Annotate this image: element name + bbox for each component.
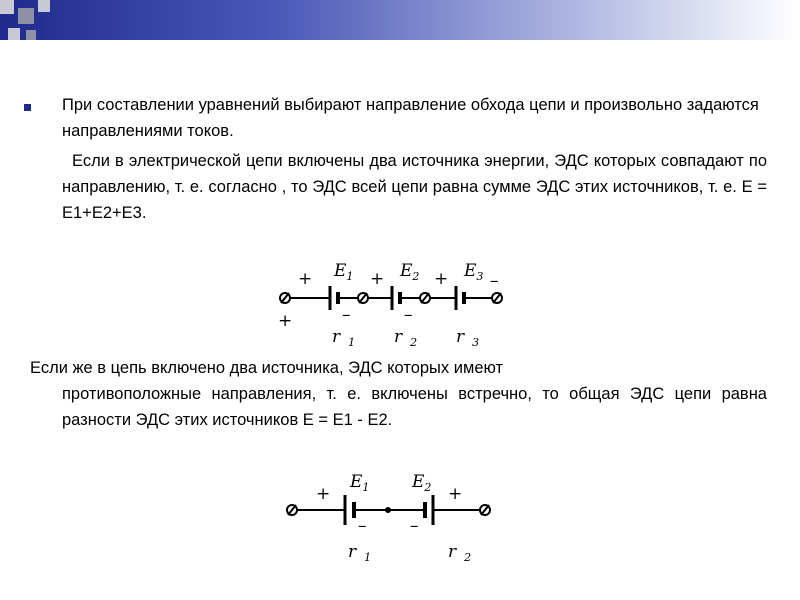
- paragraph-3-rest: противоположные направления, т. е. включены встречно, то общая ЭДС цепи равна разности ЭДС этих источников E = E1 - E2.: [62, 385, 767, 429]
- emf-label-1: $E_1$: [350, 472, 370, 494]
- paragraph-3: [30, 355, 767, 433]
- plus-sign: +: [434, 269, 449, 289]
- resistance-label-1: r $_1$: [348, 542, 372, 564]
- circuit-diagram-series-aiding: [270, 250, 520, 360]
- plus-sign: +: [298, 269, 313, 289]
- minus-sign: –: [410, 516, 419, 536]
- title-bar-gradient: [0, 0, 800, 40]
- plus-sign: +: [448, 484, 463, 504]
- plus-sign: +: [316, 484, 331, 504]
- resistance-label-1: r $_1$: [332, 327, 356, 349]
- resistance-label-2: r $_2$: [448, 542, 472, 564]
- emf-label-2: $E_2$: [412, 472, 432, 494]
- resistance-label-2: r $_2$: [394, 327, 418, 349]
- minus-sign: –: [358, 516, 367, 536]
- emf-label-2: $E_2$: [400, 261, 420, 283]
- minus-sign: –: [490, 271, 499, 291]
- emf-label-3: $E_3$: [464, 261, 484, 283]
- paragraph-1: При составлении уравнений выбирают направление обхода цепи и произвольно задаются направлениями токов.: [62, 96, 759, 140]
- plus-sign: +: [278, 311, 293, 331]
- paragraph-3-line-1: Если же в цепь включено два источника, ЭДС которых имеют: [30, 359, 504, 377]
- resistance-label-3: r $_3$: [456, 327, 480, 349]
- paragraph-2: Если в электрической цепи включены два источника энергии, ЭДС которых совпадают по направлению, т. е. согласно , то ЭДС всей цепи равна сумме ЭДС этих источников, т. е. E = E1+E2+E3.: [62, 152, 767, 222]
- bullet-square-icon: [24, 104, 31, 111]
- plus-sign: +: [370, 269, 385, 289]
- emf-label-1: $E_1$: [334, 261, 354, 283]
- corner-decoration: [0, 0, 60, 50]
- minus-sign: –: [342, 305, 351, 325]
- minus-sign: –: [404, 305, 413, 325]
- junction-dot: [385, 507, 391, 513]
- circuit-diagram-series-opposing: [270, 465, 520, 575]
